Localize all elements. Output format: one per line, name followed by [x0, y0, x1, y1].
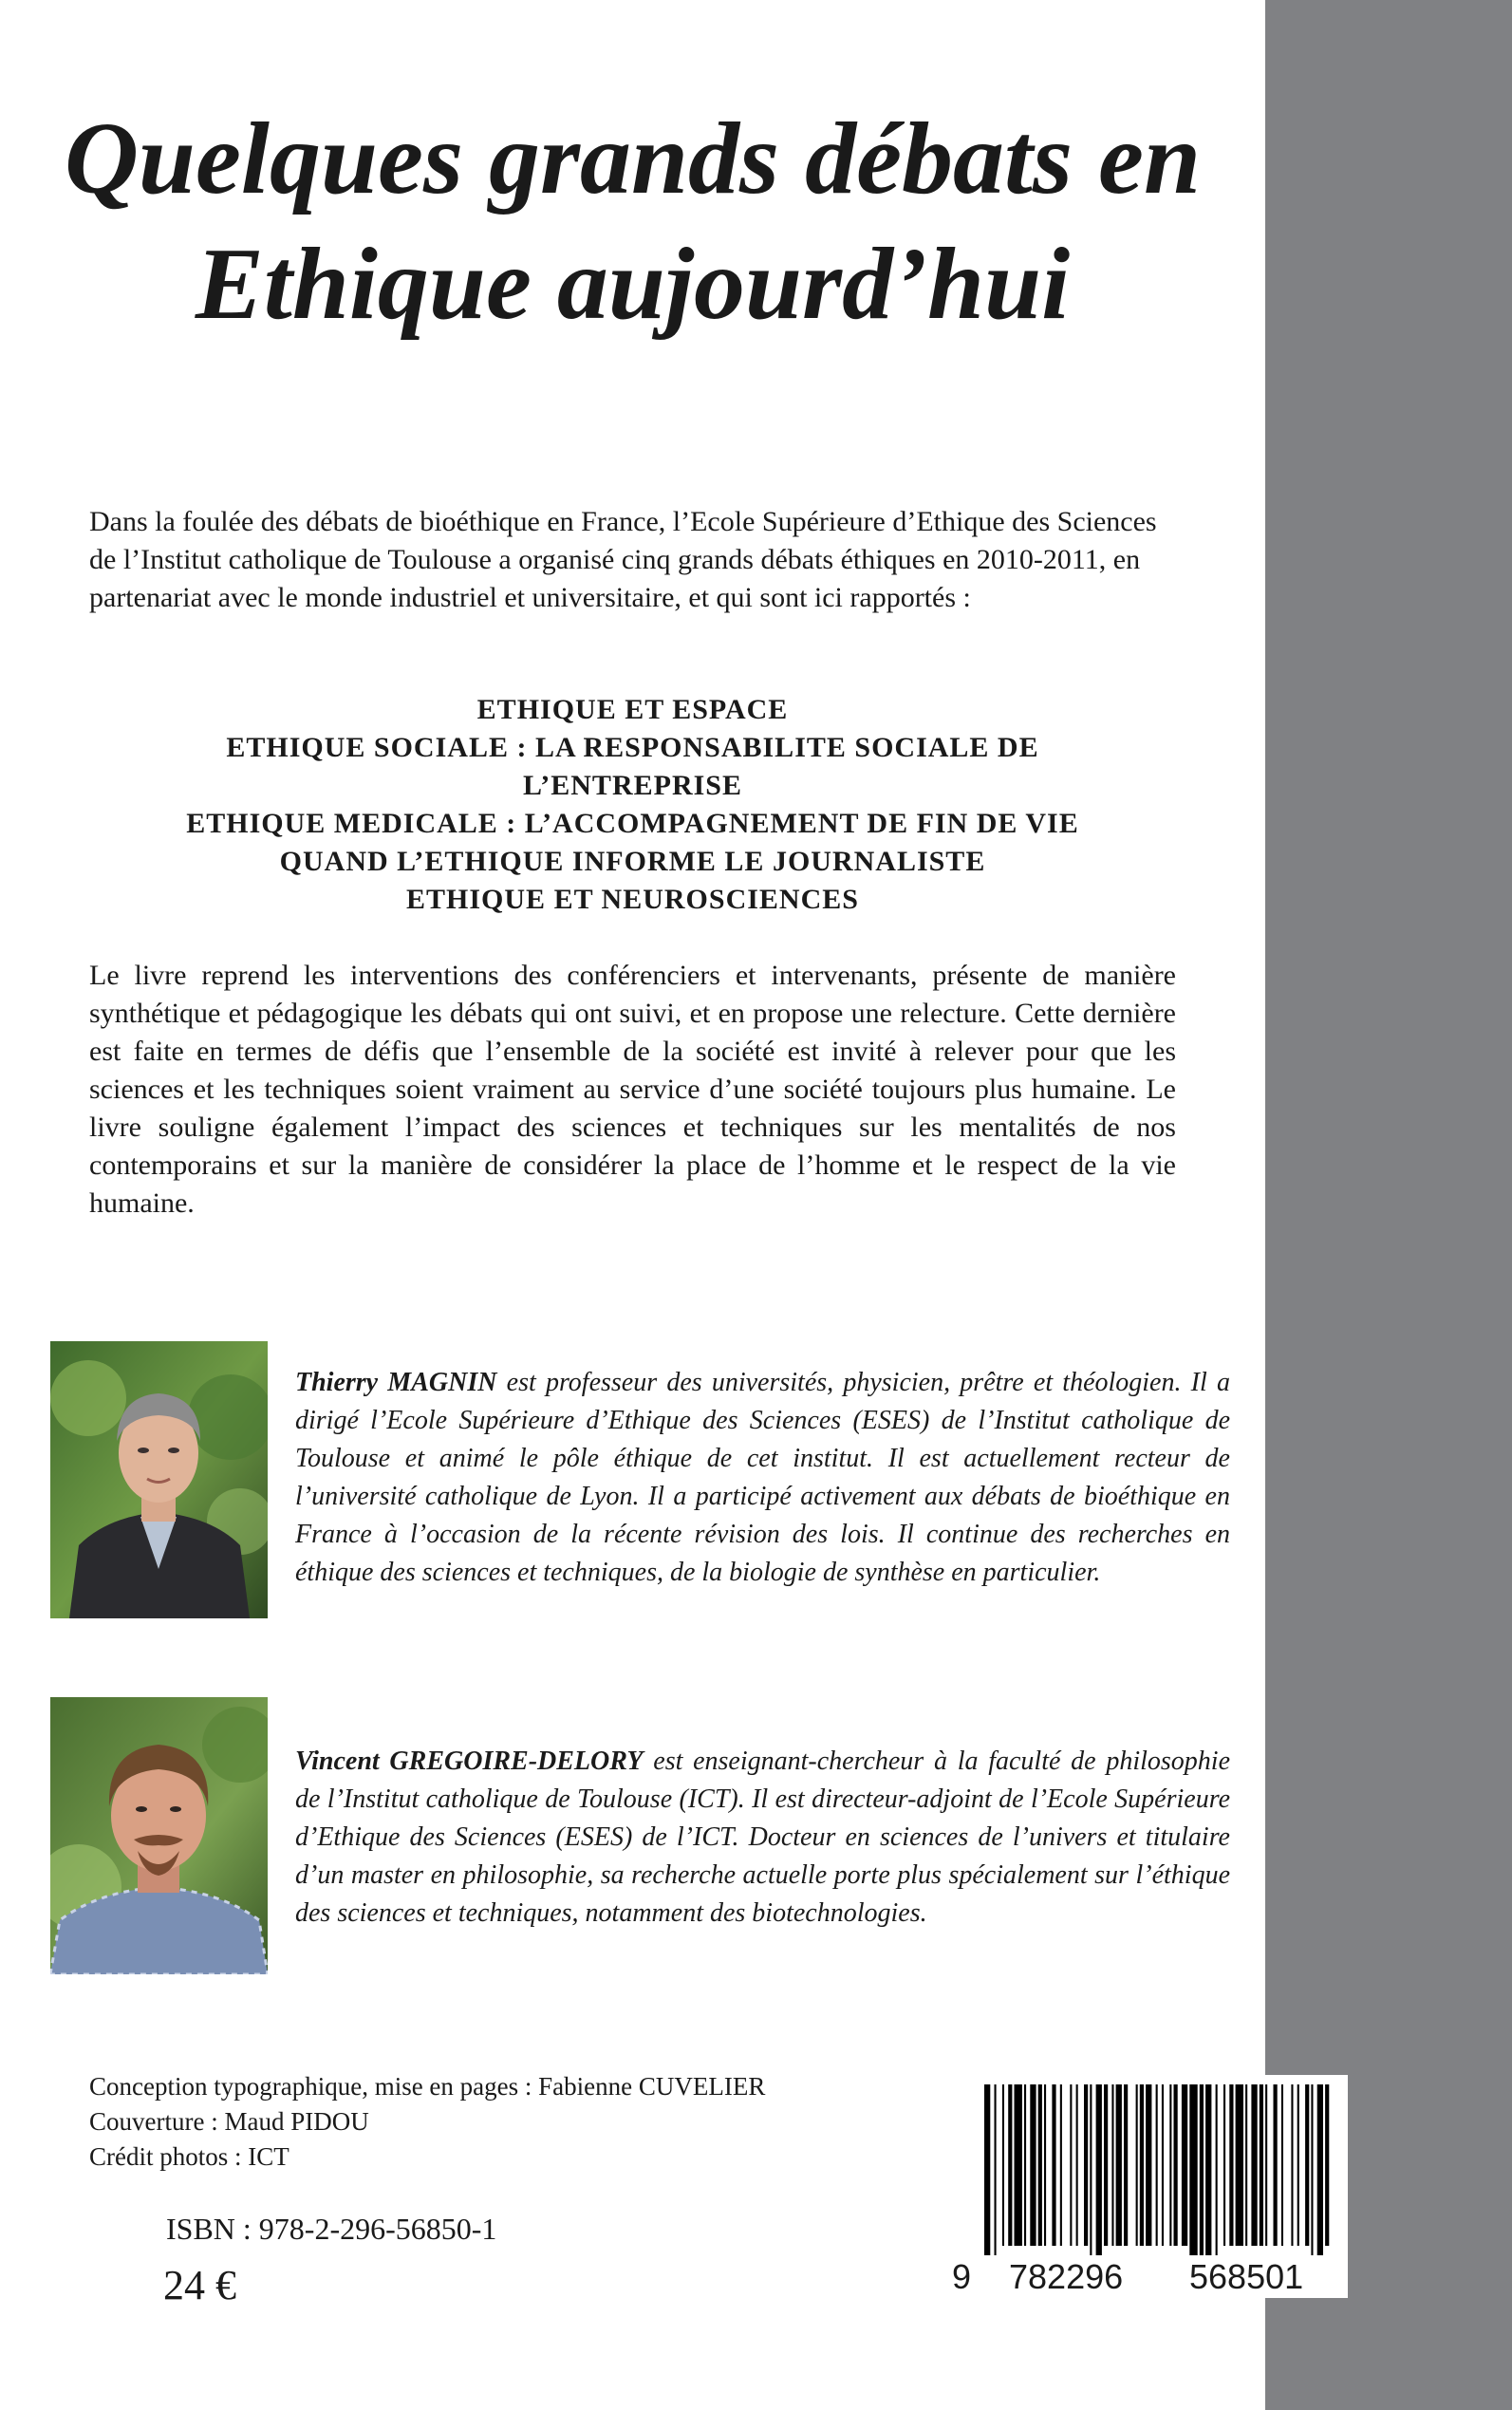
barcode-bar — [1096, 2084, 1102, 2255]
barcode-bar — [1111, 2084, 1113, 2246]
barcode-bar — [1223, 2084, 1225, 2246]
author-photo-gregoire-delory — [50, 1697, 268, 1974]
barcode-bars — [952, 2075, 1348, 2255]
barcode-bar — [1325, 2084, 1329, 2246]
author-bio-text: est professeur des universités, physicien, prêtre et théologien. Il a dirigé l’Ecole Supérieure d’Ethique des Sciences (ESES) de l’Institut catholique de Toulouse et animé le pôle éthique de cet institut. Il est actuellement recteur de l’université catholique de Lyon. Il a participé activement aux débats de bioéthique en France à l’occasion de la récente révision des lois. Il continue des recherches en éthique des sciences et techniques, de la biologie de synthèse en particulier. — [295, 1368, 1230, 1587]
author-bio-text: est enseignant-chercheur à la faculté de philosophie de l’Institut catholique de Toulouse (ICT). Il est directeur-adjoint de l’Ecole Supérieure d’Ethique des Sciences (ESES) de l’ICT. Docteur en sciences de l’univers et titulaire d’un master en philosophie, sa recherche actuelle porte plus spécialement sur l’éthique des sciences et techniques, notamment des biotechnologies. — [295, 1747, 1230, 1928]
barcode-bar — [1245, 2084, 1247, 2246]
cover-title-line-2: Ethique aujourd’hui — [195, 228, 1071, 341]
barcode-bar — [1236, 2084, 1243, 2246]
author-bio-magnin — [295, 1364, 1230, 1592]
barcode-bar — [1189, 2084, 1197, 2255]
barcode-bar — [1024, 2084, 1026, 2246]
barcode-bar — [1116, 2084, 1122, 2246]
barcode-bar — [1174, 2084, 1178, 2246]
barcode-bar — [1162, 2084, 1164, 2246]
barcode-bar — [1291, 2084, 1293, 2246]
barcode-bar — [1008, 2084, 1012, 2246]
spine-band — [1265, 0, 1512, 2410]
barcode-bar — [1305, 2084, 1309, 2246]
barcode-bar — [1044, 2084, 1046, 2246]
topic-item: QUAND L’ETHIQUE INFORME LE JOURNALISTE — [279, 846, 986, 877]
topic-item: ETHIQUE SOCIALE : LA RESPONSABILITE SOCIALE DE — [226, 732, 1039, 763]
barcode-bar — [1140, 2084, 1144, 2246]
barcode-bar — [1317, 2084, 1323, 2255]
isbn-label: ISBN : 978-2-296-56850-1 — [166, 2212, 497, 2246]
credit-line: Conception typographique, mise en pages : Fabienne CUVELIER — [89, 2072, 766, 2101]
barcode — [952, 2075, 1348, 2298]
intro-paragraph: Dans la foulée des débats de bioéthique en France, l’Ecole Supérieure d’Ethique des Sciences de l’Institut catholique de Toulouse a organisé cinq grands débats éthiques en 2010-2011, en partenariat avec le monde industriel et universitaire, et qui sont ici rapportés : — [89, 506, 1157, 613]
credits-block — [89, 2069, 765, 2175]
barcode-bar — [1216, 2084, 1218, 2255]
barcode-bar — [1297, 2084, 1299, 2246]
barcode-bar — [1030, 2084, 1036, 2246]
price-label: 24 € — [163, 2262, 236, 2308]
barcode-bar — [1060, 2084, 1062, 2246]
topic-item: ETHIQUE ET NEUROSCIENCES — [406, 884, 859, 915]
barcode-bar — [1052, 2084, 1055, 2246]
barcode-bar — [1156, 2084, 1158, 2246]
topic-item: L’ENTREPRISE — [523, 770, 742, 801]
barcode-bar — [984, 2084, 990, 2255]
barcode-bar — [1274, 2084, 1278, 2246]
barcode-bar — [1136, 2084, 1138, 2246]
barcode-bar — [1070, 2084, 1072, 2246]
barcode-digits-group-2: 568501 — [1189, 2257, 1304, 2296]
barcode-bar — [1182, 2084, 1187, 2246]
barcode-bar — [1251, 2084, 1257, 2246]
barcode-bar — [1084, 2084, 1088, 2246]
barcode-bar — [1124, 2084, 1128, 2246]
barcode-bar — [1038, 2084, 1042, 2246]
barcode-bar — [1265, 2084, 1267, 2246]
barcode-bar — [1002, 2084, 1004, 2246]
author-bio-gregoire-delory — [295, 1743, 1230, 1933]
barcode-bar — [1076, 2084, 1078, 2246]
barcode-bar — [1146, 2084, 1151, 2246]
topic-item: ETHIQUE MEDICALE : L’ACCOMPAGNEMENT DE FIN DE VIE — [186, 808, 1079, 839]
author-name: Thierry MAGNIN — [295, 1368, 497, 1397]
barcode-lead-digit: 9 — [952, 2257, 972, 2296]
author-name: Vincent GREGOIRE-DELORY — [295, 1747, 644, 1776]
barcode-bar — [1260, 2084, 1263, 2246]
barcode-bar — [1205, 2084, 1211, 2255]
credit-line: Crédit photos : ICT — [89, 2142, 289, 2171]
barcode-bar — [1229, 2084, 1233, 2246]
barcode-bar — [1281, 2084, 1283, 2246]
barcode-bar — [1090, 2084, 1092, 2255]
barcode-bar — [1015, 2084, 1022, 2246]
barcode-bar — [1200, 2084, 1204, 2255]
topic-item: ETHIQUE ET ESPACE — [476, 694, 789, 725]
barcode-bar — [1311, 2084, 1313, 2255]
summary-paragraph: Le livre reprend les interventions des conférenciers et intervenants, présente de manière synthétique et pédagogique les débats qui ont suivi, et en propose une relecture. Cette dernière est faite en termes de défis que l’ensemble de la société est invité à relever pour que les sciences et les techniques soient vraiment au service d’une société toujours plus humaine. Le livre souligne également l’impact des sciences et techniques sur les mentalités de nos contemporains et sur la manière de considérer la place de l’homme et le respect de la vie humaine. — [89, 960, 1176, 1219]
barcode-bar — [1169, 2084, 1171, 2246]
debate-topics-list — [89, 691, 1176, 919]
cover-title-line-1: Quelques grands débats en — [64, 103, 1202, 215]
author-photo-magnin — [50, 1341, 268, 1618]
barcode-digits-group-1: 782296 — [1009, 2257, 1124, 2296]
barcode-bar — [995, 2084, 997, 2255]
credit-line: Couverture : Maud PIDOU — [89, 2107, 369, 2136]
barcode-bar — [1104, 2084, 1108, 2246]
